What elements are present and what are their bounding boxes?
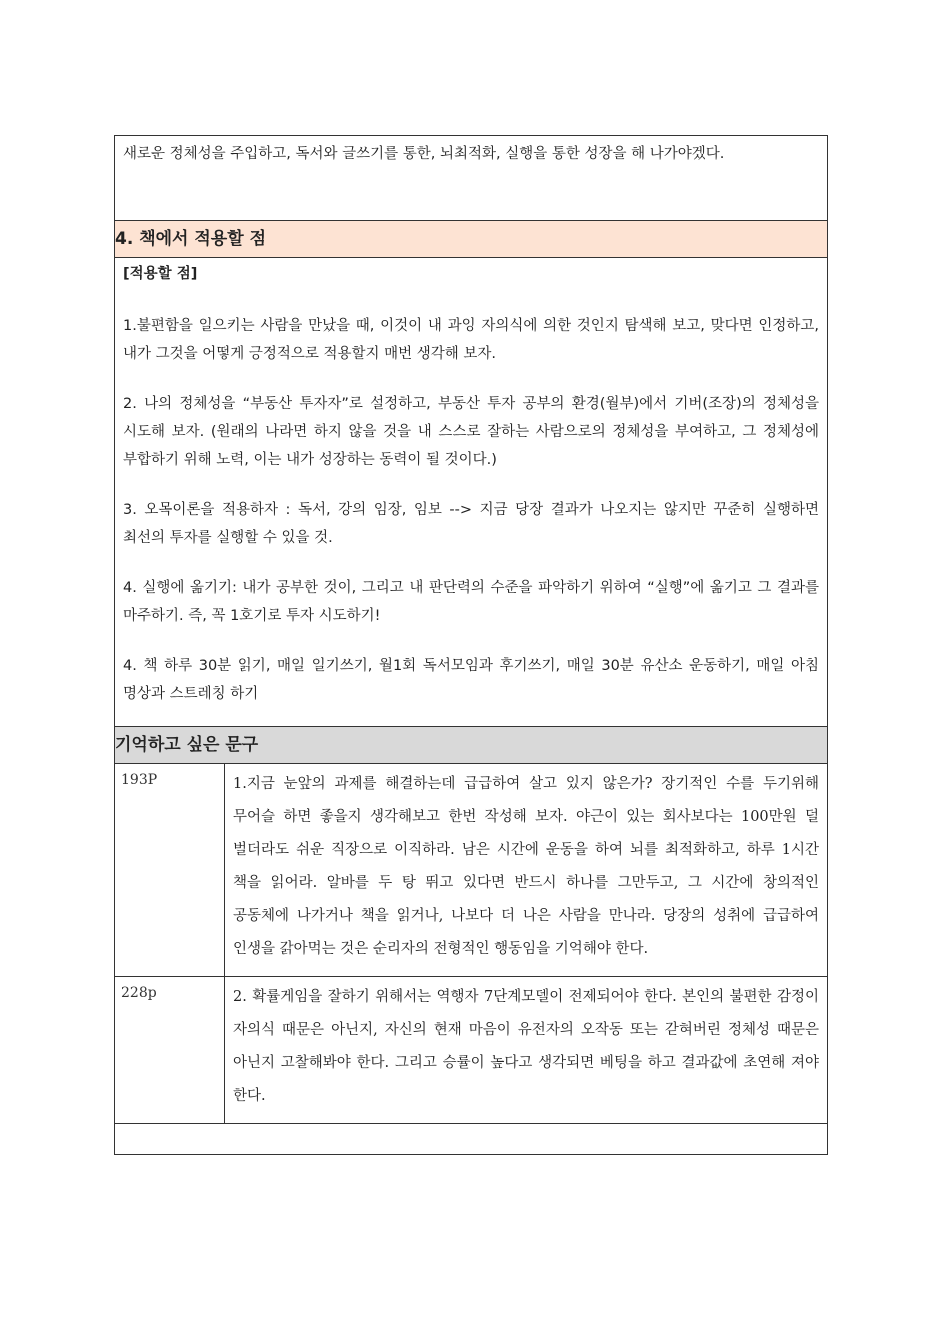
quote-row [115,977,828,1124]
quote-page-label: 228p [121,985,157,1001]
intro-row [115,136,828,221]
quotes-section-title: 기억하고 싶은 문구 [115,727,828,764]
apply-item: 2. 나의 정체성을 “부동산 투자자”로 설정하고, 부동산 투자 공부의 환경(월부)에서 기버(조장)의 정체성을 시도해 보자. (원래의 나라면 하지 않을 것을 내 스스로 잘하는 사람으로의 정체성을 부여하고, 그 정체성에 부합하기 위해 노력, 이는 내가 성장하는 동력이 될 것이다.) [123,396,819,468]
apply-item: 1.불편함을 일으키는 사람을 만났을 때, 이것이 내 과잉 자의식에 의한 것인지 탐색해 보고, 맞다면 인정하고, 내가 그것을 어떻게 긍정적으로 적용할지 매번 생각해 보자. [123,318,819,362]
quote-row [115,764,828,977]
quote-text: 1.지금 눈앞의 과제를 해결하는데 급급하여 살고 있지 않은가? 장기적인 수를 두기위해 무어슬 하면 좋을지 생각해보고 한번 작성해 보자. 야근이 있는 회사보다는 100만원 덜 벌더라도 쉬운 직장으로 이직하라. 남은 시간에 운동을 하여 뇌를 최적화하고, 하루 1시간 책을 읽어라. 알바를 두 탕 뛰고 있다면 반드시 하나를 그만두고, 그 시간에 창의적인 공동체에 나가거나 책을 읽거나, 나보다 더 나은 사람을 만나라. 당장의 성취에 급급하여 인생을 갉아먹는 것은 순리자의 전형적인 행동임을 기억해야 한다. [233,776,819,957]
apply-item: 4. 책 하루 30분 읽기, 매일 일기쓰기, 월1회 독서모임과 후기쓰기, 매일 30분 유산소 운동하기, 매일 아침 명상과 스트레칭 하기 [123,658,819,702]
blank-cell [115,1124,828,1155]
quote-page-cell [115,764,225,977]
quote-page-cell [115,977,225,1124]
quote-page-label: 193P [121,772,158,788]
quote-text-cell [225,764,828,977]
apply-subheading: [적용할 점] [123,266,198,282]
apply-item: 3. 오목이론을 적용하자 : 독서, 강의 임장, 임보 --> 지금 당장 결과가 나오지는 않지만 꾸준히 실행하면 최선의 투자를 실행할 수 있을 것. [123,502,819,546]
apply-section-title: 4. 책에서 적용할 점 [115,221,828,258]
intro-cell [115,136,828,221]
apply-header-row [115,221,828,258]
blank-row [115,1124,828,1155]
document-table [114,135,828,1155]
quote-text-cell [225,977,828,1124]
intro-text: 새로운 정체성을 주입하고, 독서와 글쓰기를 통한, 뇌최적화, 실행을 통한 성장을 해 나가야겠다. [123,146,725,162]
apply-body-cell [115,258,828,727]
apply-item: 4. 실행에 옮기기: 내가 공부한 것이, 그리고 내 판단력의 수준을 파악하기 위하여 “실행”에 옮기고 그 결과를 마주하기. 즉, 꼭 1호기로 투자 시도하기! [123,580,819,624]
apply-body-row [115,258,828,727]
quotes-header-row [115,727,828,764]
quote-text: 2. 확률게임을 잘하기 위해서는 역행자 7단계모델이 전제되어야 한다. 본인의 불편한 감정이 자의식 때문은 아닌지, 자신의 현재 마음이 유전자의 오작동 또는 갇혀버린 정체성 때문은 아닌지 고찰해봐야 한다. 그리고 승률이 높다고 생각되면 베팅을 하고 결과값에 초연해 져야 한다. [233,989,819,1104]
